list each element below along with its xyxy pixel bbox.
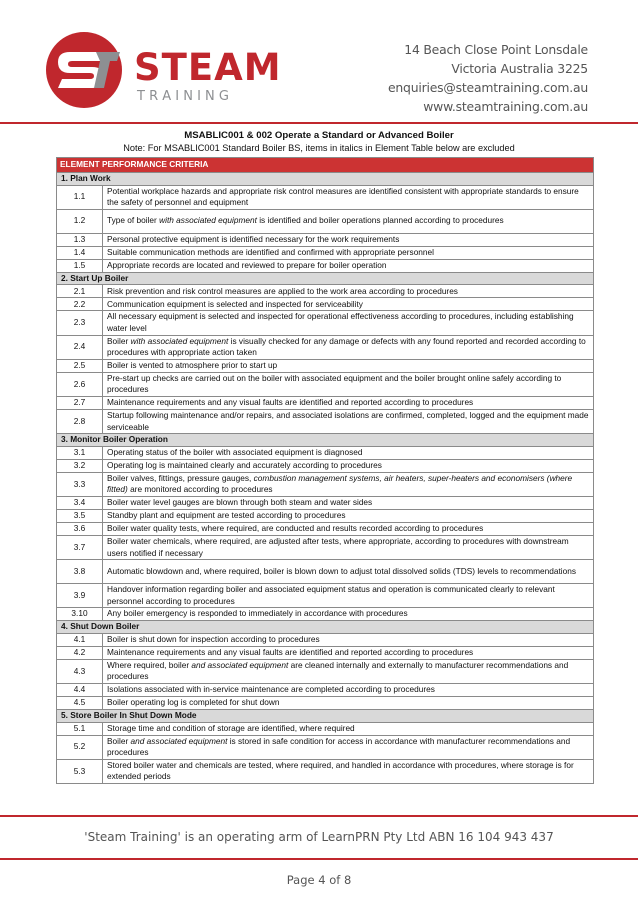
table-row (57, 608, 594, 621)
page-number: Page 4 of 8 (286, 873, 352, 887)
svg-text:STEAM: STEAM (134, 46, 282, 89)
criterion-text: Operating status of the boiler with associated equipment is diagnosed (103, 446, 594, 459)
section-row (57, 621, 594, 634)
table-row (57, 209, 594, 233)
criterion-text: Appropriate records are located and reviewed to prepare for boiler operation (103, 259, 594, 272)
criterion-text: Type of boiler with associated equipment is identified and boiler operations planned according to procedures (103, 209, 594, 233)
footer-divider-top (0, 815, 638, 817)
table-row (57, 335, 594, 359)
table-row (57, 185, 594, 209)
criterion-text: Risk prevention and risk control measures are applied to the work area according to procedures (103, 285, 594, 298)
table-row (57, 359, 594, 372)
section-title: 2. Start Up Boiler (57, 272, 594, 285)
criterion-text: Communication equipment is selected and inspected for serviceability (103, 298, 594, 311)
table-row (57, 311, 594, 335)
document-note: Note: For MSABLIC001 Standard Boiler BS, items in italics in Element Table below are excluded (123, 143, 515, 153)
criterion-number: 4.5 (57, 697, 103, 710)
table-row (57, 246, 594, 259)
criterion-number: 3.7 (57, 535, 103, 559)
criterion-number: 3.8 (57, 560, 103, 584)
criterion-number: 4.4 (57, 684, 103, 697)
table-row (57, 509, 594, 522)
table-row (57, 298, 594, 311)
criterion-number: 4.1 (57, 633, 103, 646)
table-row (57, 372, 594, 396)
table-row (57, 285, 594, 298)
criterion-text: Boiler water level gauges are blown through both steam and water sides (103, 496, 594, 509)
criterion-text: Suitable communication methods are identified and confirmed with appropriate personnel (103, 246, 594, 259)
contact-address (388, 40, 588, 116)
criterion-text: Stored boiler water and chemicals are tested, where required, and handled in accordance with procedures, where storage is for extended periods (103, 759, 594, 783)
table-row (57, 759, 594, 783)
svg-text:T R A I N I N G: T R A I N I N G (137, 89, 229, 104)
criterion-text: Any boiler emergency is responded to immediately in accordance with procedures (103, 608, 594, 621)
criterion-text: Where required, boiler and associated equipment are cleaned internally and externally to manufacturer recommendations and procedures (103, 659, 594, 683)
email-link[interactable]: enquiries@steamtraining.com.au (387, 80, 588, 95)
section-row (57, 434, 594, 447)
table-header: ELEMENT PERFORMANCE CRITERIA (57, 158, 594, 173)
section-title: 5. Store Boiler In Shut Down Mode (57, 710, 594, 723)
table-row (57, 396, 594, 409)
criterion-number: 1.4 (57, 246, 103, 259)
criterion-number: 3.2 (57, 459, 103, 472)
criterion-text: Boiler and associated equipment is stored in safe condition for access in accordance with manufacturer recommendations and procedures (103, 735, 594, 759)
criterion-text: Boiler water chemicals, where required, are adjusted after tests, where appropriate, according to procedures with downstream users notified if necessary (103, 535, 594, 559)
performance-criteria-table (56, 157, 594, 784)
criterion-number: 3.6 (57, 522, 103, 535)
criterion-text: Automatic blowdown and, where required, boiler is blown down to adjust total dissolved solids (TDS) levels to recommendations (103, 560, 594, 584)
table-row (57, 560, 594, 584)
criterion-number: 3.1 (57, 446, 103, 459)
section-title: 3. Monitor Boiler Operation (57, 434, 594, 447)
table-row (57, 233, 594, 246)
criterion-text: Operating log is maintained clearly and accurately according to procedures (103, 459, 594, 472)
header-divider (0, 122, 638, 124)
criterion-number: 5.2 (57, 735, 103, 759)
criterion-number: 1.3 (57, 233, 103, 246)
table-header-row (57, 158, 594, 173)
criterion-number: 2.1 (57, 285, 103, 298)
table-row (57, 684, 594, 697)
table-row (57, 446, 594, 459)
website-link[interactable]: www.steamtraining.com.au (423, 99, 588, 114)
table-row (57, 646, 594, 659)
criterion-number: 2.6 (57, 372, 103, 396)
criterion-text: All necessary equipment is selected and inspected for operational effectiveness according to procedures, including establishing water level (103, 311, 594, 335)
criterion-number: 3.4 (57, 496, 103, 509)
criterion-text: Startup following maintenance and/or repairs, and associated isolations are confirmed, completed, logged and the equipment made serviceable (103, 409, 594, 433)
table-row (57, 472, 594, 496)
criterion-number: 3.10 (57, 608, 103, 621)
table-row (57, 259, 594, 272)
criterion-number: 2.4 (57, 335, 103, 359)
criterion-number: 3.3 (57, 472, 103, 496)
table-row (57, 697, 594, 710)
table-row (57, 722, 594, 735)
criterion-text: Boiler with associated equipment is visually checked for any damage or defects with any found reported and recorded according to procedures with appropriate action taken (103, 335, 594, 359)
criterion-text: Boiler valves, fittings, pressure gauges, combustion management systems, air heaters, super-heaters and economisers (where fitted) are monitored according to procedures (103, 472, 594, 496)
address-line: Victoria Australia 3225 (451, 61, 588, 76)
criterion-number: 2.2 (57, 298, 103, 311)
section-row (57, 173, 594, 186)
address-line: 14 Beach Close Point Lonsdale (404, 42, 588, 57)
footer-divider-bottom (0, 858, 638, 860)
table-row (57, 584, 594, 608)
criterion-text: Handover information regarding boiler and associated equipment status and operation is communicated clearly to relevant personnel according to procedures (103, 584, 594, 608)
criterion-number: 2.8 (57, 409, 103, 433)
criterion-text: Boiler water quality tests, where required, are conducted and results recorded according to procedures (103, 522, 594, 535)
criterion-text: Boiler operating log is completed for shut down (103, 697, 594, 710)
criterion-number: 1.1 (57, 185, 103, 209)
criterion-text: Pre-start up checks are carried out on the boiler with associated equipment and the boiler brought online safely according to procedures (103, 372, 594, 396)
table-row (57, 535, 594, 559)
section-title: 1. Plan Work (57, 173, 594, 186)
criterion-text: Personal protective equipment is identified necessary for the work requirements (103, 233, 594, 246)
document-title: MSABLIC001 & 002 Operate a Standard or Advanced Boiler (184, 130, 454, 141)
criterion-number: 1.2 (57, 209, 103, 233)
page-header (0, 0, 638, 128)
criterion-number: 5.3 (57, 759, 103, 783)
criterion-number: 2.5 (57, 359, 103, 372)
table-row (57, 459, 594, 472)
criterion-text: Boiler is shut down for inspection according to procedures (103, 633, 594, 646)
criterion-text: Maintenance requirements and any visual faults are identified and reported according to procedures (103, 396, 594, 409)
criterion-number: 1.5 (57, 259, 103, 272)
criterion-text: Potential workplace hazards and appropriate risk control measures are identified consistent with appropriate standards to ensure the safety of personnel and equipment (103, 185, 594, 209)
criterion-number: 3.9 (57, 584, 103, 608)
criterion-number: 3.5 (57, 509, 103, 522)
table-row (57, 522, 594, 535)
criterion-number: 5.1 (57, 722, 103, 735)
steam-training-logo (44, 30, 308, 110)
table-row (57, 633, 594, 646)
table-row (57, 735, 594, 759)
section-title: 4. Shut Down Boiler (57, 621, 594, 634)
section-row (57, 272, 594, 285)
criterion-number: 4.3 (57, 659, 103, 683)
section-row (57, 710, 594, 723)
table-row (57, 409, 594, 433)
criterion-number: 2.3 (57, 311, 103, 335)
criterion-text: Standby plant and equipment are tested according to procedures (103, 509, 594, 522)
criterion-number: 2.7 (57, 396, 103, 409)
footer-text: 'Steam Training' is an operating arm of LearnPRN Pty Ltd ABN 16 104 943 437 (84, 830, 554, 844)
criterion-text: Storage time and condition of storage are identified, where required (103, 722, 594, 735)
criterion-number: 4.2 (57, 646, 103, 659)
table-row (57, 496, 594, 509)
criterion-text: Isolations associated with in-service maintenance are completed according to procedures (103, 684, 594, 697)
criterion-text: Maintenance requirements and any visual faults are identified and reported according to procedures (103, 646, 594, 659)
criterion-text: Boiler is vented to atmosphere prior to start up (103, 359, 594, 372)
table-row (57, 659, 594, 683)
